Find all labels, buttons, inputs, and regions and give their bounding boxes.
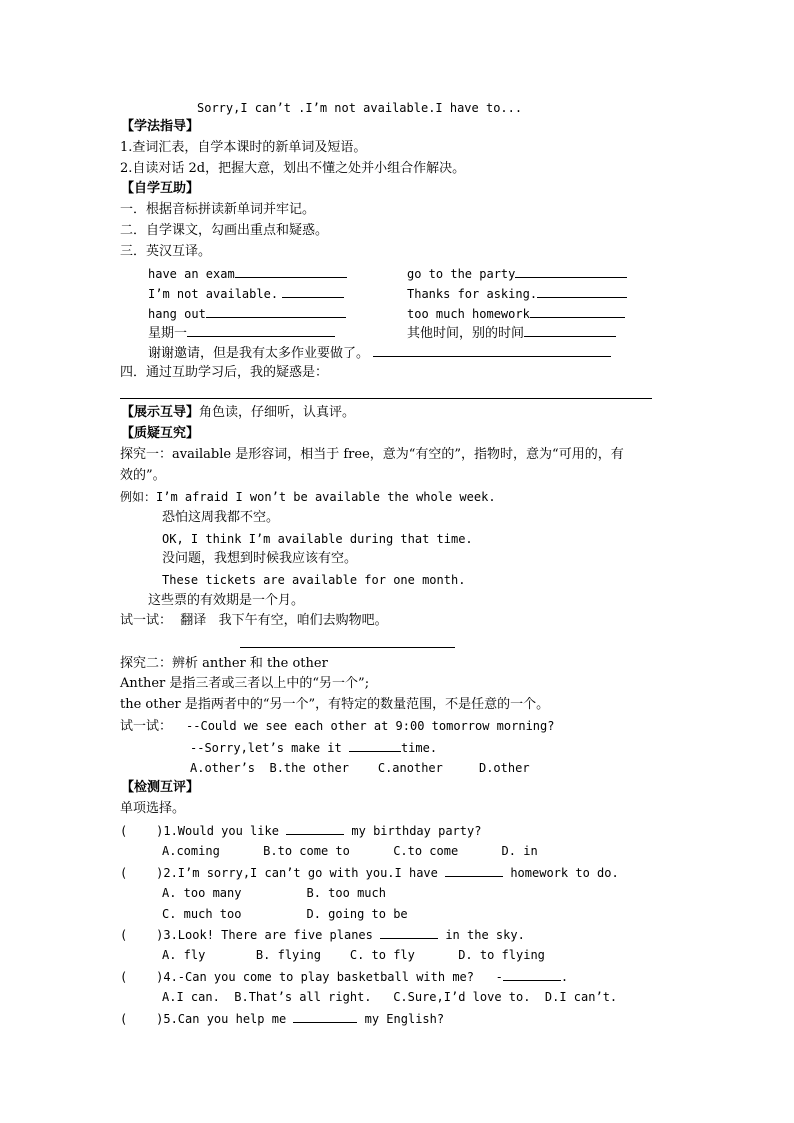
answer-blank[interactable] bbox=[349, 739, 401, 752]
inquiry-two-another: Anther 是指三者或三者以上中的“另一个”; bbox=[120, 676, 370, 691]
example-1-cn: 恐怕这周我都不空。 bbox=[162, 510, 280, 525]
section-heading-study-guide: 【学法指导】 bbox=[121, 119, 200, 134]
question-3: ( )3.Look! There are five planes in the sky. bbox=[120, 928, 525, 942]
self-study-item-2: 二．自学课文，勾画出重点和疑惑。 bbox=[120, 223, 329, 238]
self-study-item-1: 一．根据音标拼读新单词并牢记。 bbox=[120, 202, 316, 217]
answer-blank[interactable] bbox=[524, 324, 616, 337]
translate-phrase-not-available: I’m not available. bbox=[148, 285, 344, 302]
translate-phrase-monday: 星期一 bbox=[148, 324, 335, 342]
try-question-line-1: 试一试： --Could we see each other at 9:00 tomorrow morning? bbox=[120, 719, 555, 734]
question-2: ( )2.I’m sorry,I can’t go with you.I have homework to do. bbox=[120, 866, 619, 880]
question-3-options: A. fly B. flying C. to fly D. to flying bbox=[162, 948, 545, 962]
test-instruction: 单项选择。 bbox=[120, 801, 186, 816]
answer-blank[interactable] bbox=[373, 344, 611, 357]
answer-blank[interactable] bbox=[286, 822, 344, 835]
self-study-item-4: 四．通过互助学习后，我的疑惑是： bbox=[120, 365, 329, 380]
translate-sentence-thanks-invitation: 谢谢邀请，但是我有太多作业要做了。 bbox=[148, 344, 611, 362]
inquiry-two-the-other: the other 是指两者中的“另一个”，有特定的数量范围，不是任意的一个。 bbox=[120, 697, 550, 712]
answer-blank[interactable] bbox=[503, 968, 561, 981]
translate-phrase-hang-out: hang out bbox=[148, 305, 346, 322]
inquiry-two-heading: 探究二：辨析 anther 和 the other bbox=[120, 656, 328, 671]
translate-phrase-too-much-homework: too much homework bbox=[407, 305, 625, 322]
example-3-en: These tickets are available for one month. bbox=[162, 573, 466, 587]
example-2-en: OK, I think I’m available during that time. bbox=[162, 532, 473, 546]
section-display: 【展示互导】角色读，仔细听，认真评。 bbox=[121, 405, 356, 420]
translate-phrase-have-an-exam: have an exam bbox=[148, 265, 347, 282]
self-study-item-3: 三．英汉互译。 bbox=[120, 244, 212, 259]
doubts-answer-line[interactable] bbox=[120, 398, 652, 399]
question-5: ( )5.Can you help me my English? bbox=[120, 1012, 445, 1026]
study-guide-item-2: 2.自读对话 2d，把握大意，划出不懂之处并小组合作解决。 bbox=[120, 161, 466, 176]
question-1-options: A.coming B.to come to C.to come D. in bbox=[162, 844, 538, 858]
answer-blank[interactable] bbox=[187, 324, 335, 337]
answer-blank[interactable] bbox=[380, 926, 438, 939]
question-4: ( )4.-Can you come to play basketball with me? - . bbox=[120, 970, 569, 984]
translate-phrase-go-to-party: go to the party bbox=[407, 265, 627, 282]
inquiry-one-text: 探究一：available 是形容词，相当于 free，意为“有空的”，指物时，意为“可用的，有 bbox=[120, 447, 624, 462]
inquiry-one-text-cont: 效的”。 bbox=[120, 468, 166, 483]
question-2-options-1: A. too many B. too much bbox=[162, 886, 386, 900]
section-heading-inquiry: 【质疑互究】 bbox=[121, 426, 200, 441]
answer-blank[interactable] bbox=[530, 305, 625, 318]
study-guide-item-1: 1.查词汇表，自学本课时的新单词及短语。 bbox=[120, 140, 367, 155]
translate-phrase-other-time: 其他时间，别的时间 bbox=[407, 324, 616, 342]
answer-blank[interactable] bbox=[515, 265, 627, 278]
question-2-options-2: C. much too D. going to be bbox=[162, 907, 408, 921]
answer-blank[interactable] bbox=[445, 864, 503, 877]
example-1-en: 例如：I’m afraid I won’t be available the whole week. bbox=[120, 490, 496, 504]
section-heading-self-study: 【自学互助】 bbox=[121, 181, 200, 196]
translate-phrase-thanks-for-asking: Thanks for asking. bbox=[407, 285, 627, 302]
question-1: ( )1.Would you like my birthday party? bbox=[120, 824, 482, 838]
try-question-line-2: --Sorry,let’s make it time. bbox=[190, 741, 438, 755]
try-question-options: A.other’s B.the other C.another D.other bbox=[190, 761, 530, 775]
example-2-cn: 没问题，我想到时候我应该有空。 bbox=[162, 551, 358, 566]
answer-blank[interactable] bbox=[282, 285, 344, 298]
section-heading-test: 【检测互评】 bbox=[121, 780, 200, 795]
try-translate: 试一试： 翻译 我下午有空，咱们去购物吧。 bbox=[120, 613, 388, 628]
intro-line: Sorry,I can’t .I’m not available.I have to... bbox=[197, 101, 523, 115]
example-3-cn: 这些票的有效期是一个月。 bbox=[148, 593, 305, 608]
translation-answer-line[interactable] bbox=[240, 647, 455, 648]
question-4-options: A.I can. B.That’s all right. C.Sure,I’d love to. D.I can’t. bbox=[162, 990, 618, 1004]
answer-blank[interactable] bbox=[537, 285, 627, 298]
answer-blank[interactable] bbox=[293, 1010, 357, 1023]
answer-blank[interactable] bbox=[235, 265, 347, 278]
answer-blank[interactable] bbox=[206, 305, 346, 318]
